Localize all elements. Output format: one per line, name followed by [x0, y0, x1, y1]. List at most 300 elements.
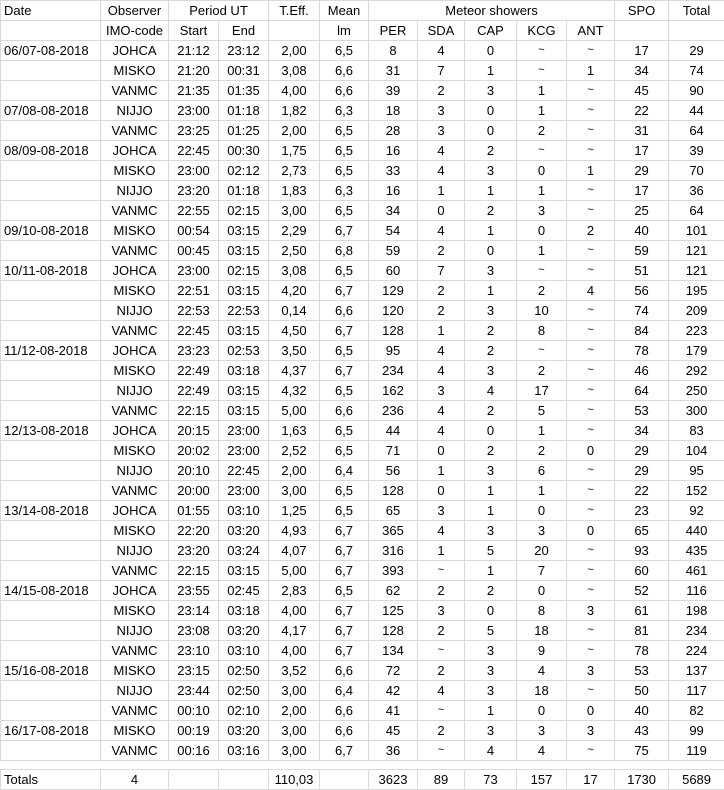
- cell-total: 440: [669, 521, 724, 541]
- header-end: End: [219, 21, 269, 41]
- cell-teff: 5,00: [269, 401, 320, 421]
- cell-observer: VANMC: [101, 121, 169, 141]
- cell-cap: 0: [465, 241, 517, 261]
- cell-per: 16: [369, 141, 418, 161]
- cell-spo: 56: [615, 281, 669, 301]
- cell-spo: 31: [615, 121, 669, 141]
- cell-observer: NIJJO: [101, 101, 169, 121]
- cell-total: 90: [669, 81, 724, 101]
- cell-per: 34: [369, 201, 418, 221]
- cell-per: 28: [369, 121, 418, 141]
- cell-total: 195: [669, 281, 724, 301]
- cell-start: 21:12: [169, 41, 219, 61]
- cell-sda: 3: [418, 601, 465, 621]
- cell-total: 117: [669, 681, 724, 701]
- cell-start: 22:45: [169, 141, 219, 161]
- cell-date: [1, 701, 101, 721]
- cell-sda: 2: [418, 661, 465, 681]
- totals-total: 5689: [669, 770, 724, 790]
- cell-lm: 6,3: [320, 181, 369, 201]
- cell-ant: 3: [567, 601, 615, 621]
- totals-sda: 89: [418, 770, 465, 790]
- cell-ant: ~: [567, 461, 615, 481]
- cell-kcg: 18: [517, 681, 567, 701]
- totals-cap: 73: [465, 770, 517, 790]
- cell-end: 02:53: [219, 341, 269, 361]
- cell-end: 03:15: [219, 401, 269, 421]
- cell-observer: MISKO: [101, 661, 169, 681]
- cell-per: 31: [369, 61, 418, 81]
- cell-start: 23:44: [169, 681, 219, 701]
- cell-spo: 50: [615, 681, 669, 701]
- cell-kcg: 1: [517, 101, 567, 121]
- cell-end: 03:24: [219, 541, 269, 561]
- cell-date: [1, 81, 101, 101]
- header-period: Period UT: [169, 1, 269, 21]
- cell-sda: 0: [418, 481, 465, 501]
- cell-lm: 6,5: [320, 421, 369, 441]
- cell-teff: 2,52: [269, 441, 320, 461]
- cell-date: 08/09-08-2018: [1, 141, 101, 161]
- cell-start: 00:16: [169, 741, 219, 761]
- header-row-2: [1, 21, 724, 41]
- cell-total: 461: [669, 561, 724, 581]
- cell-end: 03:15: [219, 221, 269, 241]
- header-teff: T.Eff.: [269, 1, 320, 21]
- cell-teff: 3,00: [269, 481, 320, 501]
- cell-kcg: 0: [517, 221, 567, 241]
- cell-ant: ~: [567, 321, 615, 341]
- cell-kcg: 18: [517, 621, 567, 641]
- cell-sda: 2: [418, 621, 465, 641]
- cell-observer: MISKO: [101, 221, 169, 241]
- cell-cap: 1: [465, 701, 517, 721]
- cell-end: 03:20: [219, 721, 269, 741]
- cell-cap: 1: [465, 501, 517, 521]
- header-meteor-showers: Meteor showers: [369, 1, 615, 21]
- cell-spo: 93: [615, 541, 669, 561]
- cell-date: [1, 541, 101, 561]
- cell-observer: NIJJO: [101, 461, 169, 481]
- cell-kcg: 2: [517, 281, 567, 301]
- table-row: [1, 701, 724, 721]
- cell-ant: ~: [567, 301, 615, 321]
- cell-lm: 6,6: [320, 301, 369, 321]
- table-row: [1, 581, 724, 601]
- cell-kcg: 3: [517, 201, 567, 221]
- cell-observer: VANMC: [101, 81, 169, 101]
- table-row: [1, 161, 724, 181]
- cell-teff: 3,00: [269, 681, 320, 701]
- cell-kcg: ~: [517, 141, 567, 161]
- table-row: [1, 81, 724, 101]
- cell-total: 119: [669, 741, 724, 761]
- cell-end: 23:00: [219, 441, 269, 461]
- cell-lm: 6,5: [320, 141, 369, 161]
- cell-start: 00:54: [169, 221, 219, 241]
- cell-ant: ~: [567, 141, 615, 161]
- cell-sda: 7: [418, 261, 465, 281]
- cell-end: 03:15: [219, 321, 269, 341]
- table-row: [1, 241, 724, 261]
- cell-ant: ~: [567, 541, 615, 561]
- cell-start: 22:45: [169, 321, 219, 341]
- cell-ant: ~: [567, 121, 615, 141]
- cell-ant: ~: [567, 481, 615, 501]
- cell-start: 22:15: [169, 561, 219, 581]
- cell-per: 39: [369, 81, 418, 101]
- totals-row: [1, 770, 724, 790]
- cell-teff: 1,63: [269, 421, 320, 441]
- cell-sda: 3: [418, 121, 465, 141]
- cell-per: 236: [369, 401, 418, 421]
- cell-cap: 2: [465, 581, 517, 601]
- totals-kcg: 157: [517, 770, 567, 790]
- cell-spo: 46: [615, 361, 669, 381]
- cell-observer: VANMC: [101, 701, 169, 721]
- cell-observer: JOHCA: [101, 341, 169, 361]
- cell-date: [1, 161, 101, 181]
- spacer-row: [1, 761, 724, 770]
- cell-total: 36: [669, 181, 724, 201]
- header-mean: Mean: [320, 1, 369, 21]
- cell-total: 64: [669, 121, 724, 141]
- cell-ant: 2: [567, 221, 615, 241]
- cell-total: 44: [669, 101, 724, 121]
- table-row: [1, 741, 724, 761]
- cell-start: 22:53: [169, 301, 219, 321]
- table-row: [1, 321, 724, 341]
- table-row: [1, 601, 724, 621]
- cell-kcg: 3: [517, 721, 567, 741]
- cell-observer: VANMC: [101, 401, 169, 421]
- header-per: PER: [369, 21, 418, 41]
- cell-ant: 3: [567, 661, 615, 681]
- cell-kcg: 1: [517, 481, 567, 501]
- cell-kcg: 5: [517, 401, 567, 421]
- cell-lm: 6,5: [320, 41, 369, 61]
- cell-ant: 0: [567, 521, 615, 541]
- cell-date: [1, 301, 101, 321]
- cell-ant: 0: [567, 701, 615, 721]
- cell-total: 435: [669, 541, 724, 561]
- cell-start: 23:15: [169, 661, 219, 681]
- table-row: [1, 141, 724, 161]
- cell-start: 23:23: [169, 341, 219, 361]
- cell-cap: 4: [465, 381, 517, 401]
- cell-kcg: 0: [517, 701, 567, 721]
- cell-cap: 3: [465, 361, 517, 381]
- cell-observer: JOHCA: [101, 501, 169, 521]
- cell-per: 71: [369, 441, 418, 461]
- cell-start: 23:20: [169, 541, 219, 561]
- cell-date: [1, 601, 101, 621]
- cell-teff: 1,25: [269, 501, 320, 521]
- cell-lm: 6,5: [320, 161, 369, 181]
- cell-kcg: 3: [517, 521, 567, 541]
- cell-cap: 0: [465, 41, 517, 61]
- cell-date: 07/08-08-2018: [1, 101, 101, 121]
- header-ant: ANT: [567, 21, 615, 41]
- cell-cap: 3: [465, 721, 517, 741]
- cell-teff: 2,00: [269, 41, 320, 61]
- cell-lm: 6,5: [320, 341, 369, 361]
- cell-date: 16/17-08-2018: [1, 721, 101, 741]
- cell-teff: 2,29: [269, 221, 320, 241]
- cell-start: 21:20: [169, 61, 219, 81]
- cell-lm: 6,7: [320, 621, 369, 641]
- cell-end: 01:18: [219, 101, 269, 121]
- cell-spo: 22: [615, 481, 669, 501]
- cell-date: [1, 61, 101, 81]
- cell-observer: VANMC: [101, 241, 169, 261]
- cell-cap: 5: [465, 541, 517, 561]
- cell-total: 209: [669, 301, 724, 321]
- table-row: [1, 521, 724, 541]
- cell-spo: 53: [615, 661, 669, 681]
- cell-per: 234: [369, 361, 418, 381]
- cell-total: 121: [669, 241, 724, 261]
- cell-per: 56: [369, 461, 418, 481]
- cell-kcg: 0: [517, 581, 567, 601]
- cell-start: 23:00: [169, 161, 219, 181]
- cell-per: 393: [369, 561, 418, 581]
- cell-ant: ~: [567, 261, 615, 281]
- cell-start: 23:08: [169, 621, 219, 641]
- cell-lm: 6,7: [320, 741, 369, 761]
- cell-sda: 4: [418, 141, 465, 161]
- cell-date: 10/11-08-2018: [1, 261, 101, 281]
- cell-start: 22:55: [169, 201, 219, 221]
- cell-end: 00:30: [219, 141, 269, 161]
- header-spo: SPO: [615, 1, 669, 21]
- table-row: [1, 481, 724, 501]
- cell-sda: 2: [418, 581, 465, 601]
- cell-date: [1, 401, 101, 421]
- cell-total: 250: [669, 381, 724, 401]
- cell-per: 120: [369, 301, 418, 321]
- cell-cap: 2: [465, 441, 517, 461]
- cell-kcg: 17: [517, 381, 567, 401]
- cell-start: 23:00: [169, 261, 219, 281]
- cell-date: 12/13-08-2018: [1, 421, 101, 441]
- totals-ant: 17: [567, 770, 615, 790]
- cell-per: 316: [369, 541, 418, 561]
- cell-total: 39: [669, 141, 724, 161]
- cell-date: 09/10-08-2018: [1, 221, 101, 241]
- cell-spo: 17: [615, 41, 669, 61]
- cell-observer: MISKO: [101, 721, 169, 741]
- table-row: [1, 381, 724, 401]
- cell-spo: 29: [615, 461, 669, 481]
- cell-ant: ~: [567, 741, 615, 761]
- table-row: [1, 721, 724, 741]
- cell-teff: 2,00: [269, 461, 320, 481]
- cell-kcg: ~: [517, 341, 567, 361]
- cell-date: [1, 561, 101, 581]
- cell-teff: 1,83: [269, 181, 320, 201]
- cell-start: 20:10: [169, 461, 219, 481]
- cell-date: [1, 321, 101, 341]
- cell-lm: 6,5: [320, 481, 369, 501]
- cell-cap: 1: [465, 61, 517, 81]
- cell-lm: 6,7: [320, 541, 369, 561]
- table-row: [1, 401, 724, 421]
- cell-per: 18: [369, 101, 418, 121]
- cell-lm: 6,7: [320, 361, 369, 381]
- cell-date: [1, 641, 101, 661]
- cell-kcg: 0: [517, 501, 567, 521]
- cell-spo: 25: [615, 201, 669, 221]
- cell-date: [1, 461, 101, 481]
- cell-end: 03:20: [219, 621, 269, 641]
- cell-observer: MISKO: [101, 521, 169, 541]
- cell-observer: JOHCA: [101, 421, 169, 441]
- cell-observer: JOHCA: [101, 261, 169, 281]
- cell-ant: ~: [567, 401, 615, 421]
- cell-date: 14/15-08-2018: [1, 581, 101, 601]
- cell-per: 41: [369, 701, 418, 721]
- cell-teff: 3,50: [269, 341, 320, 361]
- cell-cap: 3: [465, 301, 517, 321]
- cell-spo: 52: [615, 581, 669, 601]
- cell-sda: 4: [418, 521, 465, 541]
- table-row: [1, 541, 724, 561]
- cell-end: 03:18: [219, 361, 269, 381]
- cell-kcg: 1: [517, 421, 567, 441]
- cell-date: 06/07-08-2018: [1, 41, 101, 61]
- table-row: [1, 61, 724, 81]
- cell-end: 02:10: [219, 701, 269, 721]
- cell-spo: 23: [615, 501, 669, 521]
- cell-start: 22:51: [169, 281, 219, 301]
- cell-per: 134: [369, 641, 418, 661]
- cell-observer: VANMC: [101, 561, 169, 581]
- cell-ant: 4: [567, 281, 615, 301]
- cell-sda: 2: [418, 721, 465, 741]
- cell-cap: 3: [465, 261, 517, 281]
- cell-teff: 3,00: [269, 201, 320, 221]
- cell-lm: 6,5: [320, 381, 369, 401]
- cell-cap: 1: [465, 561, 517, 581]
- cell-spo: 29: [615, 441, 669, 461]
- cell-spo: 61: [615, 601, 669, 621]
- cell-sda: 2: [418, 241, 465, 261]
- cell-sda: 1: [418, 541, 465, 561]
- cell-date: [1, 741, 101, 761]
- cell-lm: 6,4: [320, 461, 369, 481]
- cell-end: 23:00: [219, 481, 269, 501]
- cell-date: [1, 181, 101, 201]
- cell-start: 00:19: [169, 721, 219, 741]
- cell-ant: ~: [567, 501, 615, 521]
- cell-cap: 0: [465, 121, 517, 141]
- cell-lm: 6,6: [320, 701, 369, 721]
- cell-teff: 4,00: [269, 601, 320, 621]
- cell-lm: 6,7: [320, 561, 369, 581]
- cell-kcg: ~: [517, 261, 567, 281]
- cell-per: 365: [369, 521, 418, 541]
- cell-date: [1, 381, 101, 401]
- cell-spo: 75: [615, 741, 669, 761]
- cell-lm: 6,6: [320, 401, 369, 421]
- cell-total: 99: [669, 721, 724, 741]
- cell-start: 22:49: [169, 361, 219, 381]
- cell-cap: 3: [465, 521, 517, 541]
- cell-per: 162: [369, 381, 418, 401]
- table-row: [1, 561, 724, 581]
- table-row: [1, 501, 724, 521]
- cell-lm: 6,4: [320, 681, 369, 701]
- totals-teff: 110,03: [269, 770, 320, 790]
- cell-lm: 6,6: [320, 61, 369, 81]
- cell-observer: NIJJO: [101, 621, 169, 641]
- table-row: [1, 421, 724, 441]
- cell-end: 03:10: [219, 501, 269, 521]
- cell-teff: 4,07: [269, 541, 320, 561]
- cell-sda: 4: [418, 41, 465, 61]
- cell-sda: 2: [418, 81, 465, 101]
- totals-label: Totals: [1, 770, 101, 790]
- cell-per: 45: [369, 721, 418, 741]
- cell-ant: ~: [567, 201, 615, 221]
- cell-date: [1, 121, 101, 141]
- cell-kcg: 1: [517, 181, 567, 201]
- cell-ant: ~: [567, 381, 615, 401]
- cell-lm: 6,7: [320, 641, 369, 661]
- cell-end: 02:50: [219, 661, 269, 681]
- cell-ant: ~: [567, 181, 615, 201]
- cell-teff: 4,93: [269, 521, 320, 541]
- cell-sda: 4: [418, 341, 465, 361]
- cell-sda: 3: [418, 501, 465, 521]
- cell-total: 179: [669, 341, 724, 361]
- cell-observer: VANMC: [101, 481, 169, 501]
- cell-ant: ~: [567, 41, 615, 61]
- cell-sda: 1: [418, 461, 465, 481]
- cell-start: 23:25: [169, 121, 219, 141]
- cell-observer: MISKO: [101, 161, 169, 181]
- cell-per: 54: [369, 221, 418, 241]
- cell-cap: 2: [465, 401, 517, 421]
- cell-total: 121: [669, 261, 724, 281]
- cell-observer: NIJJO: [101, 681, 169, 701]
- cell-teff: 0,14: [269, 301, 320, 321]
- cell-lm: 6,6: [320, 721, 369, 741]
- cell-lm: 6,7: [320, 601, 369, 621]
- cell-teff: 2,73: [269, 161, 320, 181]
- cell-date: [1, 441, 101, 461]
- cell-spo: 45: [615, 81, 669, 101]
- cell-kcg: ~: [517, 41, 567, 61]
- cell-start: 00:45: [169, 241, 219, 261]
- cell-end: 03:15: [219, 241, 269, 261]
- totals-per: 3623: [369, 770, 418, 790]
- cell-end: 03:15: [219, 561, 269, 581]
- cell-date: [1, 241, 101, 261]
- cell-per: 125: [369, 601, 418, 621]
- cell-teff: 3,08: [269, 261, 320, 281]
- cell-total: 64: [669, 201, 724, 221]
- cell-sda: 3: [418, 101, 465, 121]
- cell-end: 22:45: [219, 461, 269, 481]
- cell-sda: 4: [418, 221, 465, 241]
- cell-ant: ~: [567, 421, 615, 441]
- table-row: [1, 441, 724, 461]
- cell-total: 92: [669, 501, 724, 521]
- cell-kcg: 2: [517, 121, 567, 141]
- table-row: [1, 261, 724, 281]
